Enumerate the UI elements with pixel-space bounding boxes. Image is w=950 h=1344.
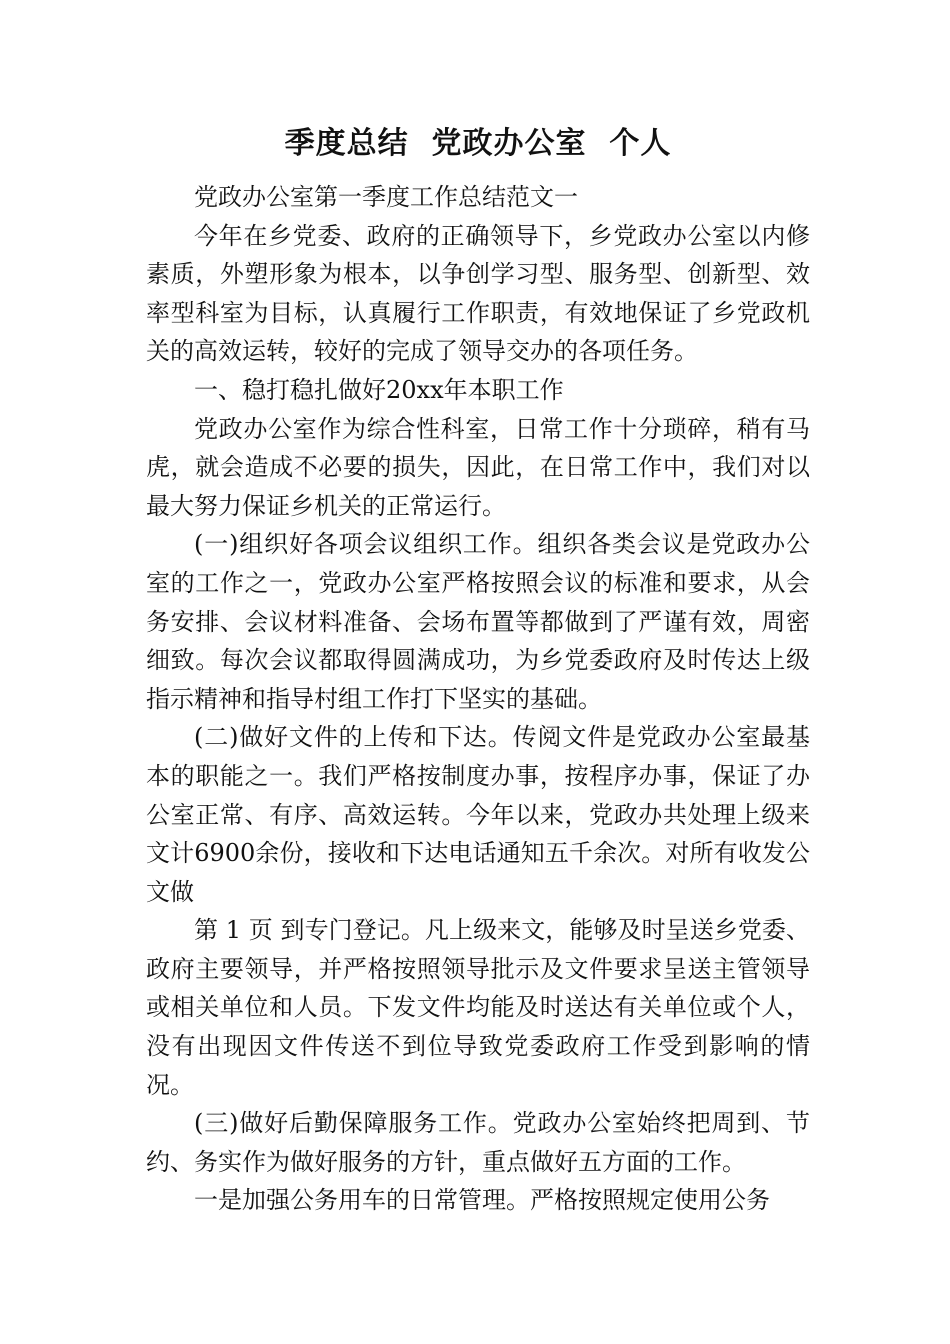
paragraph-continued: 第 1 页 到专门登记。凡上级来文，能够及时呈送乡党委、政府主要领导，并严格按照领导批示及文件要求呈送主管领导或相关单位和人员。下发文件均能及时送达有关单位或个人，没有出现因文件传送不到位导致党委政府工作受到影响的情况。 xyxy=(146,916,810,1099)
paragraph-item-3: (三)做好后勤保障服务工作。党政办公室始终把周到、节约、务实作为做好服务的方针，重点做好五方面的工作。 xyxy=(146,1109,810,1176)
section-heading-1: 一、稳打稳扎做好20xx年本职工作 xyxy=(194,375,564,404)
paragraph-item-2: (二)做好文件的上传和下达。传阅文件是党政办公室最基本的职能之一。我们严格按制度办事，按程序办事，保证了办公室正常、有序、高效运转。今年以来，党政办共处理上级来文计6900余份，接收和下达电话通知五千余次。对所有收发公文做 xyxy=(146,723,810,906)
paragraph-point-1: 一是加强公务用车的日常管理。严格按照规定使用公务 xyxy=(194,1186,770,1215)
document-page xyxy=(146,118,810,1220)
paragraph-subtitle: 党政办公室第一季度工作总结范文一 xyxy=(194,183,578,211)
document-title: 季度总结 党政办公室 个人 xyxy=(284,126,672,161)
paragraph-intro: 今年在乡党委、政府的正确领导下，乡党政办公室以内修素质，外塑形象为根本，以争创学习型、服务型、创新型、效率型科室为目标，认真履行工作职责，有效地保证了乡党政机关的高效运转，较好的完成了领导交办的各项任务。 xyxy=(146,221,810,366)
paragraph-item-1: (一)组织好各项会议组织工作。组织各类会议是党政办公室的工作之一，党政办公室严格按照会议的标准和要求，从会务安排、会议材料准备、会场布置等都做到了严谨有效，周密细致。每次会议都取得圆满成功，为乡党委政府及时传达上级指示精神和指导村组工作打下坚实的基础。 xyxy=(146,530,810,713)
paragraph-section-1: 党政办公室作为综合性科室，日常工作十分琐碎，稍有马虎，就会造成不必要的损失，因此，在日常工作中，我们对以最大努力保证乡机关的正常运行。 xyxy=(146,414,810,520)
